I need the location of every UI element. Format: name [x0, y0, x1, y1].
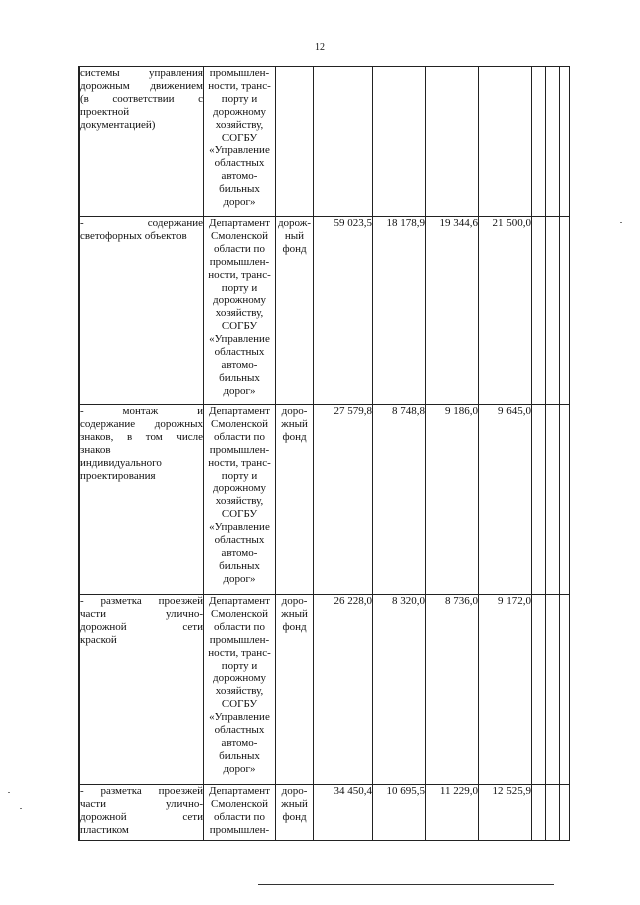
measure-name-line: дорожной сети [80, 810, 203, 823]
executor-line: промышлен- [209, 823, 270, 836]
measure-name-line: индивидуального [80, 456, 162, 469]
measure-name-line: пластиком [80, 823, 129, 836]
measure-name-line: части улично- [80, 607, 203, 620]
empty-indicator-cell [532, 405, 546, 595]
year-amount-cell: 10 695,5 [373, 785, 426, 841]
total-amount-cell: 26 228,0 [314, 595, 373, 785]
empty-indicator-cell [546, 595, 560, 785]
measure-name-line: проектирования [80, 469, 156, 482]
executor-line: «Управление [209, 711, 270, 724]
executor-line: хозяйству, [215, 685, 264, 698]
executor-line: порту и [221, 469, 258, 482]
measure-name-cell [80, 595, 204, 785]
year-amount-cell [479, 67, 532, 217]
year-amount-cell: 18 178,9 [373, 217, 426, 405]
executor-line: СОГБУ [221, 508, 258, 521]
year-amount-cell: 21 500,0 [479, 217, 532, 405]
funding-source-line: фонд [282, 242, 307, 255]
funding-source-line: жный [281, 607, 308, 620]
table-row [79, 785, 570, 841]
empty-indicator-cell [560, 405, 570, 595]
executor-line: Департамент [208, 217, 270, 229]
year-amount-cell: 12 525,9 [479, 785, 532, 841]
measure-name-line: документацией) [80, 118, 156, 131]
executor-line: дорог» [223, 384, 256, 397]
executor-line: СОГБУ [221, 131, 258, 144]
empty-indicator-cell [560, 785, 570, 841]
empty-indicator-cell [532, 785, 546, 841]
measure-name-line: содержание дорожных [80, 417, 203, 430]
measure-name-line: системы управления [80, 67, 203, 79]
measure-name-cell [80, 217, 204, 405]
executor-line: области по [214, 620, 265, 633]
executor-cell [204, 217, 276, 405]
funding-source-line: дорож- [277, 217, 312, 229]
executor-line: автомо- [221, 736, 258, 749]
executor-line: Департамент [208, 405, 270, 417]
funding-source-line: фонд [282, 810, 307, 823]
empty-indicator-cell [560, 217, 570, 405]
executor-line: порту и [221, 92, 258, 105]
executor-line: дорожному [212, 672, 267, 685]
executor-line: бильных [219, 749, 260, 762]
executor-line: «Управление [209, 333, 270, 346]
executor-line: бильных [219, 559, 260, 572]
measure-name-line: части улично- [80, 797, 203, 810]
year-amount-cell [373, 67, 426, 217]
total-amount-cell: 59 023,5 [314, 217, 373, 405]
funding-source-line: доро- [281, 405, 308, 417]
executor-line: областных [214, 346, 265, 359]
executor-line: «Управление [209, 521, 270, 534]
year-amount-cell: 8 748,8 [373, 405, 426, 595]
measure-name-cell [80, 67, 204, 217]
executor-line: промышлен- [209, 255, 270, 268]
scan-speck [20, 808, 22, 809]
executor-line: СОГБУ [221, 320, 258, 333]
table-row [79, 217, 570, 405]
executor-line: областных [214, 157, 265, 170]
executor-line: дорожному [212, 294, 267, 307]
table-body [79, 67, 570, 841]
executor-line: ности, транс- [208, 79, 271, 92]
executor-cell [204, 405, 276, 595]
executor-line: автомо- [221, 358, 258, 371]
program-measures-table [78, 66, 570, 841]
page-number: 12 [315, 42, 325, 53]
empty-indicator-cell [560, 67, 570, 217]
year-amount-cell: 9 186,0 [426, 405, 479, 595]
empty-indicator-cell [546, 67, 560, 217]
year-amount-cell [426, 67, 479, 217]
executor-line: Департамент [208, 785, 270, 797]
executor-line: дорожному [212, 105, 267, 118]
measure-name-line: - разметка проезжей [80, 785, 203, 797]
measure-name-line: проектной [80, 105, 130, 118]
executor-line: дорог» [223, 196, 256, 209]
year-amount-cell: 11 229,0 [426, 785, 479, 841]
scan-speck [8, 792, 10, 793]
table-row [79, 405, 570, 595]
measure-name-line: (в соответствии с [80, 92, 203, 105]
executor-line: области по [214, 810, 265, 823]
executor-line: автомо- [221, 546, 258, 559]
measure-name-cell [80, 785, 204, 841]
measure-name-line: дорожной сети [80, 620, 203, 633]
empty-indicator-cell [532, 217, 546, 405]
funding-source-line: жный [281, 417, 308, 430]
year-amount-cell: 9 172,0 [479, 595, 532, 785]
empty-indicator-cell [546, 785, 560, 841]
funding-source-line: ный [284, 229, 305, 242]
executor-cell [204, 595, 276, 785]
executor-line: Смоленской [211, 607, 268, 620]
executor-line: СОГБУ [221, 698, 258, 711]
funding-source-cell [276, 595, 314, 785]
empty-indicator-cell [532, 595, 546, 785]
scan-speck [620, 222, 622, 223]
table-row [79, 67, 570, 217]
total-amount-cell: 27 579,8 [314, 405, 373, 595]
table-row [79, 595, 570, 785]
year-amount-cell: 9 645,0 [479, 405, 532, 595]
bottom-rule [258, 884, 554, 885]
measure-name-line: - содержание [80, 217, 203, 229]
funding-source-line: доро- [281, 785, 308, 797]
executor-line: хозяйству, [215, 495, 264, 508]
executor-line: порту и [221, 281, 258, 294]
measure-name-line: светофорных объектов [80, 229, 187, 242]
measure-name-line: - монтаж и [80, 405, 203, 417]
executor-line: хозяйству, [215, 307, 264, 320]
year-amount-cell: 8 736,0 [426, 595, 479, 785]
executor-line: областных [214, 534, 265, 547]
executor-line: промышлен- [209, 443, 270, 456]
measure-name-line: знаков, в том числе [80, 430, 203, 443]
funding-source-cell [276, 67, 314, 217]
total-amount-cell [314, 67, 373, 217]
executor-line: ности, транс- [208, 268, 271, 281]
empty-indicator-cell [532, 67, 546, 217]
executor-line: Департамент [208, 595, 270, 607]
executor-line: Смоленской [211, 797, 268, 810]
executor-line: ности, транс- [208, 456, 271, 469]
year-amount-cell: 19 344,6 [426, 217, 479, 405]
year-amount-cell: 8 320,0 [373, 595, 426, 785]
funding-source-line: фонд [282, 430, 307, 443]
empty-indicator-cell [560, 595, 570, 785]
executor-line: хозяйству, [215, 118, 264, 131]
executor-line: области по [214, 242, 265, 255]
executor-line: промышлен- [209, 633, 270, 646]
executor-line: «Управление [209, 144, 270, 157]
funding-source-line: жный [281, 797, 308, 810]
funding-source-cell [276, 217, 314, 405]
funding-source-line: доро- [281, 595, 308, 607]
funding-source-line: фонд [282, 620, 307, 633]
funding-source-cell [276, 785, 314, 841]
measure-name-line: знаков [80, 443, 111, 456]
executor-line: бильных [219, 371, 260, 384]
measure-name-line: краской [80, 633, 117, 646]
executor-line: дорог» [223, 762, 256, 775]
measure-name-line: - разметка проезжей [80, 595, 203, 607]
executor-line: промышлен- [209, 67, 270, 79]
measure-name-cell [80, 405, 204, 595]
executor-line: дорожному [212, 482, 267, 495]
funding-source-cell [276, 405, 314, 595]
executor-line: области по [214, 430, 265, 443]
executor-line: порту и [221, 659, 258, 672]
executor-line: областных [214, 724, 265, 737]
empty-indicator-cell [546, 217, 560, 405]
executor-line: бильных [219, 183, 260, 196]
measure-name-line: дорожным движением [80, 79, 203, 92]
executor-cell [204, 67, 276, 217]
executor-line: автомо- [221, 170, 258, 183]
executor-line: Смоленской [211, 229, 268, 242]
executor-cell [204, 785, 276, 841]
total-amount-cell: 34 450,4 [314, 785, 373, 841]
empty-indicator-cell [546, 405, 560, 595]
executor-line: дорог» [223, 572, 256, 585]
executor-line: Смоленской [211, 417, 268, 430]
executor-line: ности, транс- [208, 646, 271, 659]
